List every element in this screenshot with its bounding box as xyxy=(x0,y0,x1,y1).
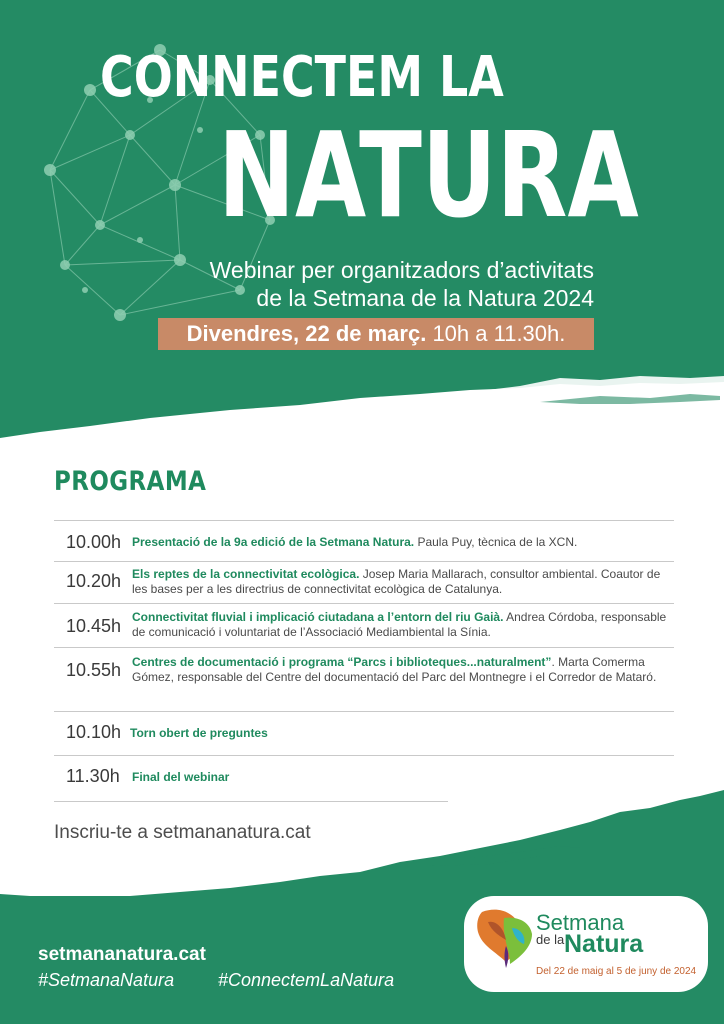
row-desc xyxy=(130,726,670,741)
divider xyxy=(54,755,674,756)
row-time: 11.30h xyxy=(66,766,120,786)
row-bold: Centres de documentació i programa “Parcs i biblioteques...naturalment” xyxy=(132,655,552,669)
row-desc xyxy=(132,655,672,685)
divider xyxy=(54,603,674,604)
hashtag-connectemlanatura: #ConnectemLaNatura xyxy=(218,970,395,990)
row-time: 10.10h xyxy=(66,722,122,742)
row-desc xyxy=(132,610,672,640)
subtitle-line1: Webinar per organitzadors d’activitats xyxy=(209,257,594,283)
row-text: Josep Maria Mallarach, consultor ambiental. Coautor de les bases per a les directrius de connectivitat ecològica de Catalunya. xyxy=(132,567,661,596)
logo-text-natura: Natura xyxy=(564,930,644,958)
leaf-logo-icon xyxy=(474,906,534,970)
row-desc xyxy=(132,567,672,597)
logo-dates: Del 22 de maig al 5 de juny de 2024 xyxy=(536,966,697,977)
title-line2: NATURA xyxy=(218,106,639,244)
row-text: Andrea Córdoba, responsable de comunicació i voluntariat de l’Associació Mediambiental la Sínia. xyxy=(132,610,667,639)
title-line1: CONNECTEM LA xyxy=(100,45,504,110)
hashtag-setmananatura: #SetmanaNatura xyxy=(38,970,175,990)
row-text: . Marta Comerma Gómez, responsable del Centre del documentació del Parc del Montnegre i el Corredor de Mataró. xyxy=(132,655,657,684)
row-time: 10.20h xyxy=(66,571,122,591)
program-row xyxy=(54,766,674,790)
setmana-natura-logo xyxy=(464,896,708,992)
date-time: 10h a 11.30h. xyxy=(432,321,566,346)
program-row xyxy=(54,566,674,602)
footer-site-link[interactable]: setmananatura.cat xyxy=(38,944,206,965)
program-row xyxy=(54,722,674,746)
date-bold: Divendres, 22 de març. xyxy=(186,321,427,346)
programa-title: PROGRAMA xyxy=(54,466,207,497)
divider xyxy=(54,520,674,521)
row-bold: Torn obert de preguntes xyxy=(130,726,268,740)
divider xyxy=(54,561,674,562)
row-time: 10.00h xyxy=(66,532,122,552)
inscription-link[interactable]: Inscriu-te a setmananatura.cat xyxy=(54,822,311,843)
row-bold: Connectivitat fluvial i implicació ciutadana a l’entorn del riu Gaià. xyxy=(132,610,504,624)
row-bold: Presentació de la 9a edició de la Setmana Natura. xyxy=(132,535,415,549)
program-row xyxy=(54,654,674,706)
row-time: 10.45h xyxy=(66,616,122,636)
logo-text-dela: de la xyxy=(536,932,565,947)
row-time: 10.55h xyxy=(66,660,122,680)
divider xyxy=(54,801,448,802)
row-text: Paula Puy, tècnica de la XCN. xyxy=(414,535,578,549)
row-desc xyxy=(132,770,672,785)
program-row xyxy=(54,608,674,644)
row-desc xyxy=(132,535,672,550)
subtitle-line2: de la Setmana de la Natura 2024 xyxy=(256,285,594,311)
row-bold: Final del webinar xyxy=(132,770,230,784)
divider xyxy=(54,647,674,648)
logo-text-setmana: Setmana xyxy=(536,910,625,935)
program-row xyxy=(54,530,674,558)
divider xyxy=(54,711,674,712)
row-bold: Els reptes de la connectivitat ecològica. xyxy=(132,567,360,581)
